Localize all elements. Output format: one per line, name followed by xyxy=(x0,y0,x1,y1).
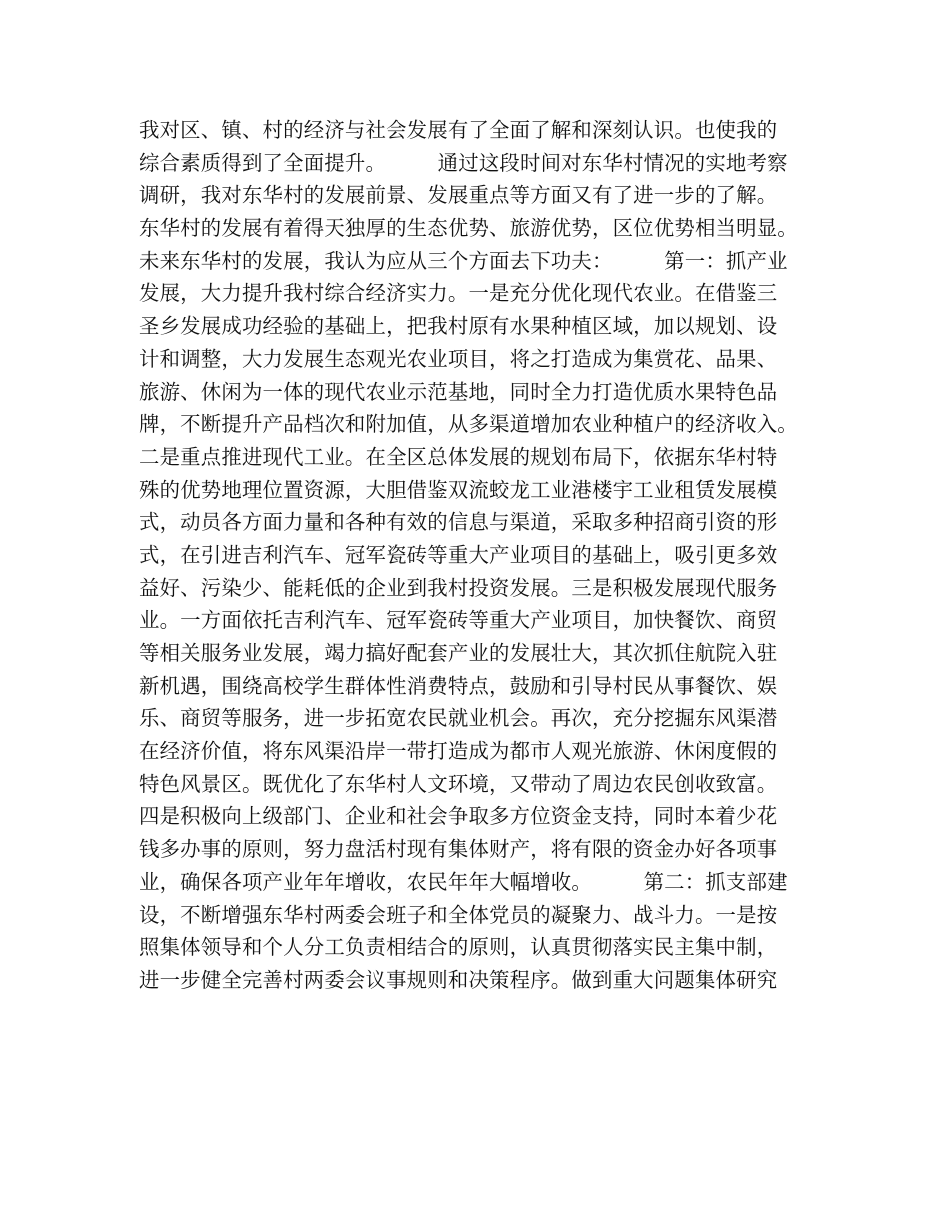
text-line: 旅游、休闲为一体的现代农业示范基地，同时全力打造优质水果特色品 xyxy=(139,379,778,404)
text-line: 乐、商贸等服务，进一步拓宽农民就业机会。再次，充分挖掘东风渠潜 xyxy=(139,706,778,731)
text-line: 牌，不断提升产品档次和附加值，从多渠道增加农业种植户的经济收入。 xyxy=(139,412,798,437)
text-line: 四是积极向上级部门、企业和社会争取多方位资金支持，同时本着少花 xyxy=(139,804,778,829)
text-line: 东华村的发展有着得天独厚的生态优势、旅游优势，区位优势相当明显。 xyxy=(139,216,798,241)
text-line: 计和调整，大力发展生态观光农业项目，将之打造成为集赏花、品果、 xyxy=(139,346,778,371)
text-line: 钱多办事的原则，努力盘活村现有集体财产，将有限的资金办好各项事 xyxy=(139,837,778,862)
text-line: 进一步健全完善村两委会议事规则和决策程序。做到重大问题集体研究 xyxy=(139,967,778,992)
text-line: 式，动员各方面力量和各种有效的信息与渠道，采取多种招商引资的形 xyxy=(139,510,778,535)
text-line: 我对区、镇、村的经济与社会发展有了全面了解和深刻认识。也使我的 xyxy=(139,118,778,142)
text-line: 发展，大力提升我村综合经济实力。一是充分优化现代农业。在借鉴三 xyxy=(139,281,778,306)
text-line: 调研，我对东华村的发展前景、发展重点等方面又有了进一步的了解。 xyxy=(139,183,778,208)
text-line: 式，在引进吉利汽车、冠军瓷砖等重大产业项目的基础上，吸引更多效 xyxy=(139,542,778,567)
text-line: 圣乡发展成功经验的基础上，把我村原有水果种植区域，加以规划、设 xyxy=(139,314,778,339)
text-line: 新机遇，围绕高校学生群体性消费特点，鼓励和引导村民从事餐饮、娱 xyxy=(139,673,778,698)
text-line: 在经济价值，将东风渠沿岸一带打造成为都市人观光旅游、休闲度假的 xyxy=(139,739,778,764)
text-line: 殊的优势地理位置资源，大胆借鉴双流蛟龙工业港楼宇工业租赁发展模 xyxy=(139,477,778,502)
text-line: 照集体领导和个人分工负责相结合的原则，认真贯彻落实民主集中制， xyxy=(139,935,778,960)
text-line: 综合素质得到了全面提升。 通过这段时间对东华村情况的实地考察 xyxy=(139,150,788,175)
text-line: 二是重点推进现代工业。在全区总体发展的规划布局下，依据东华村特 xyxy=(139,444,778,469)
text-line: 设，不断增强东华村两委会班子和全体党员的凝聚力、战斗力。一是按 xyxy=(139,902,778,927)
text-line: 益好、污染少、能耗低的企业到我村投资发展。三是积极发展现代服务 xyxy=(139,575,778,600)
text-line: 业。一方面依托吉利汽车、冠军瓷砖等重大产业项目，加快餐饮、商贸 xyxy=(139,608,778,633)
body-paragraph xyxy=(139,114,829,997)
text-line: 特色风景区。既优化了东华村人文环境，又带动了周边农民创收致富。 xyxy=(139,771,778,796)
text-line: 业，确保各项产业年年增收，农民年年大幅增收。 第二：抓支部建 xyxy=(139,869,788,894)
text-line: 等相关服务业发展，竭力搞好配套产业的发展壮大，其次抓住航院入驻 xyxy=(139,641,778,665)
text-line: 未来东华村的发展，我认为应从三个方面去下功夫： 第一：抓产业 xyxy=(139,248,788,273)
